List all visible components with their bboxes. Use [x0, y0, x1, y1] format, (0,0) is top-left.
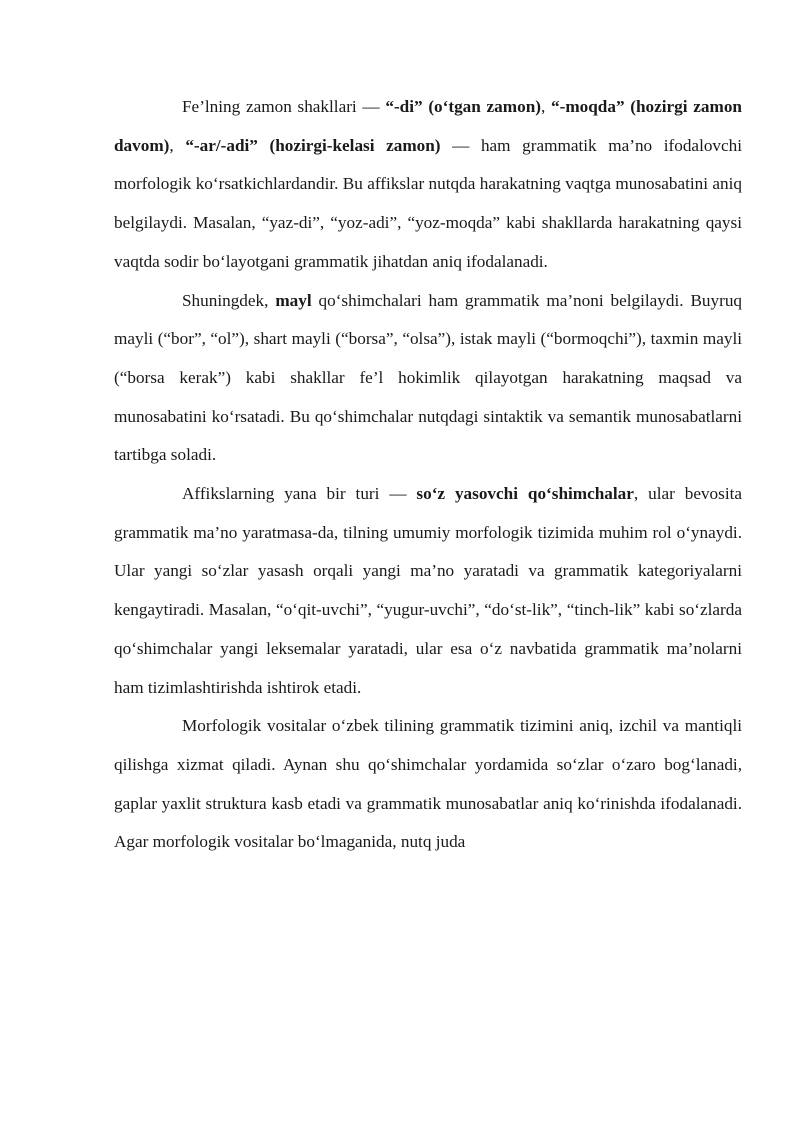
text-segment: , ular bevosita grammatik ma’no yaratmasa-da, tilning umumiy morfologik tizimida muhim rol o‘ynaydi. Ular yangi so‘zlar yasash orqali yangi ma’no yaratadi va grammatik kategoriyalarni kengaytiradi. Masalan, “o‘qit-uvchi”, “yugur-uvchi”, “do‘st-lik”, “tinch-lik” kabi so‘zlarda qo‘shimchalar yangi leksemalar yaratadi, ular esa o‘z navbatida grammatik ma’nolarni ham tizimlashtirishda ishtirok etadi.: [114, 484, 742, 697]
bold-term: mayl: [275, 290, 312, 310]
bold-term: “-moqda” (hozirgi zamon davom): [114, 97, 742, 155]
paragraph-derivational-suffixes: [114, 475, 742, 707]
bold-term: so‘z yasovchi qo‘shimchalar: [416, 484, 634, 504]
text-segment: Fe’lning zamon shakllari —: [182, 97, 386, 116]
text-segment: Affikslarning yana bir turi —: [182, 484, 417, 504]
paragraph-tense-forms: [114, 88, 742, 282]
text-segment: Shuningdek,: [182, 290, 276, 310]
text-segment: Morfologik vositalar o‘zbek tilining grammatik tizimini aniq, izchil va mantiqli qilishga xizmat qiladi. Aynan shu qo‘shimchalar yordamida so‘zlar o‘zaro bog‘lanadi, gaplar yaxlit struktura kasb etadi va grammatik munosabatlar aniq ko‘rinishda ifodalanadi. Agar morfologik vositalar bo‘lmaganida, nutq juda: [114, 716, 742, 852]
body-text: [114, 88, 742, 862]
paragraph-morphological-means: [114, 707, 742, 862]
text-segment: ,: [169, 135, 186, 155]
bold-term: “-di” (o‘tgan zamon): [385, 97, 541, 116]
bold-term: “-ar/-adi” (hozirgi-kelasi zamon): [185, 135, 441, 155]
text-segment: qo‘shimchalari ham grammatik ma’noni belgilaydi. Buyruq mayli (“bor”, “ol”), shart mayli (“borsa”, “olsa”), istak mayli (“bormoqchi”), taxmin mayli (“borsa kerak”) kabi shakllar fe’l hokimlik qilayotgan harakatning maqsad va munosabatini ko‘rsatadi. Bu qo‘shimchalar nutqdagi sintaktik va semantik munosabatlarni tartibga soladi.: [114, 290, 743, 465]
text-segment: ,: [540, 97, 552, 116]
paragraph-mood: [114, 282, 742, 476]
text-segment: — ham grammatik ma’no ifodalovchi morfologik ko‘rsatkichlardandir. Bu affikslar nutqda harakatning vaqtga munosabatini aniq belgilaydi. Masalan, “yaz-di”, “yoz-adi”, “yoz-moqda” kabi shakllarda harakatning qaysi vaqtda sodir bo‘layotgani grammatik jihatdan aniq ifodalanadi.: [114, 135, 743, 271]
